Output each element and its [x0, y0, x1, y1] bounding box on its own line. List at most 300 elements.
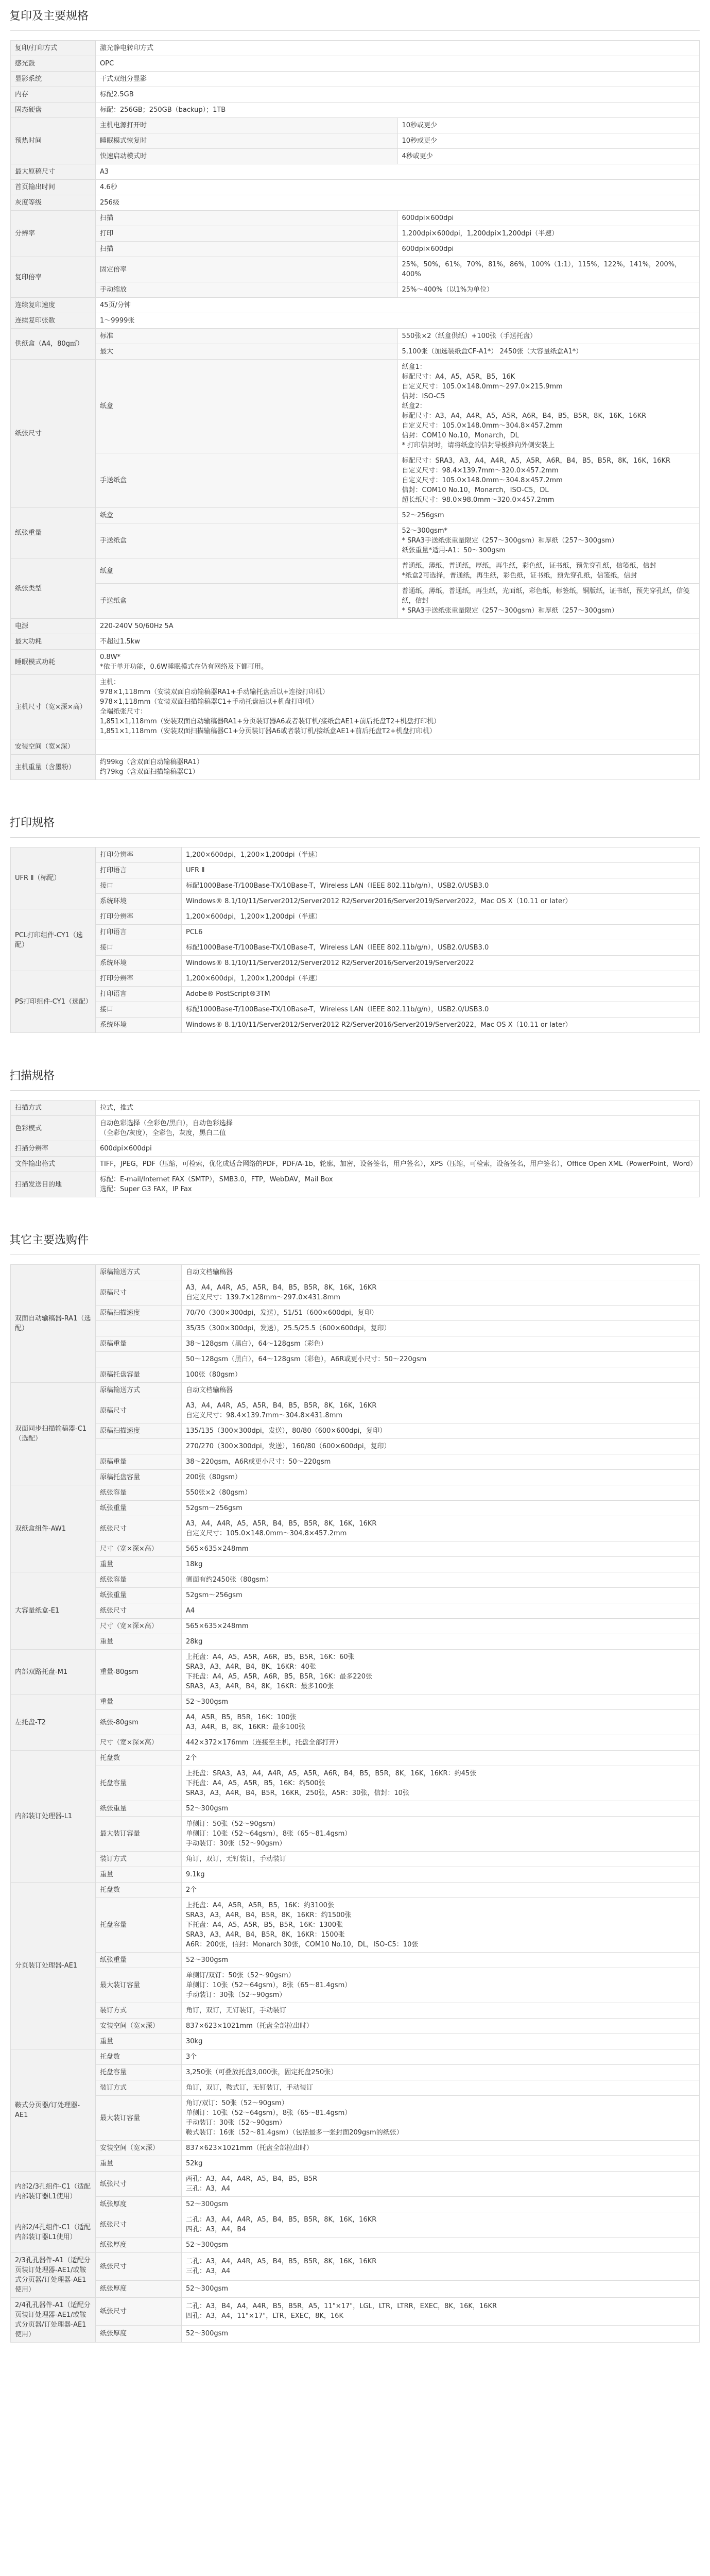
spec-subkey: 打印语言 [96, 987, 182, 1002]
spec-subkey: 睡眠模式恢复时 [96, 133, 398, 149]
spec-key: 纸张重量 [11, 508, 96, 558]
spec-value-line: A3，A4，A4R，A5，A5R，B4，B5，B5R，8K，16K，16KR [186, 1520, 377, 1528]
spec-subkey: 打印分辨率 [96, 848, 182, 863]
table-row [11, 1883, 700, 1898]
spec-key: 内部装订处理器-L1 [11, 1751, 96, 1883]
spec-value [182, 2096, 700, 2141]
spec-value [182, 1398, 700, 1423]
spec-key: 内部2/3孔组件-C1（适配内部装订器L1使用） [11, 2172, 96, 2212]
spec-key: 主机重量（含墨粉） [11, 755, 96, 780]
table-row [11, 1801, 700, 1817]
spec-value [182, 2049, 700, 2065]
spec-key: PCL打印组件-CY1（选配） [11, 909, 96, 971]
spec-value-line: 标配尺寸：A4，A5，A5R，B5，16K [402, 373, 515, 381]
table-row [11, 940, 700, 956]
spec-subkey: 托盘容量 [96, 2065, 182, 2080]
spec-value-line: 18kg [186, 1561, 203, 1568]
section-divider [10, 837, 700, 838]
spec-value-line: 标配1000Base-T/100Base-TX/10Base-T，Wireless LAN（IEEE 802.11b/g/n），USB2.0/USB3.0 [186, 944, 489, 952]
spec-value-line: UFR Ⅱ [186, 867, 205, 874]
table-row [11, 2065, 700, 2080]
spec-subkey: 重量 [96, 2034, 182, 2049]
spec-value-line: Windows® 8.1/10/11/Server2012/Server2012 R2/Server2016/Server2019/Server2022，Mac OS X（10.11 or later） [186, 1021, 572, 1029]
table-row [11, 344, 700, 360]
spec-value [182, 2156, 700, 2172]
spec-value-line: 单侧订：50张（52～90gsm） [186, 1820, 280, 1828]
spec-value-line: 鞍式装订：16张（52～81.4gsm）（包括最多一张封面209gsm的纸张） [186, 2129, 403, 2137]
spec-subkey: 打印 [96, 226, 398, 242]
spec-value [182, 2238, 700, 2253]
spec-value-line: 52～256gsm [402, 512, 444, 519]
table-row [11, 56, 700, 72]
spec-value-line: 侧面有约2450张（80gsm） [186, 1576, 273, 1584]
spec-value [182, 2080, 700, 2096]
table-row [11, 1501, 700, 1516]
spec-subkey: 原稿尺寸 [96, 1398, 182, 1423]
spec-key: 双纸盒组件-AW1 [11, 1485, 96, 1572]
spec-value-line: A4 [186, 1607, 195, 1615]
table-row [11, 971, 700, 987]
spec-value [96, 87, 700, 103]
spec-value [397, 257, 700, 282]
spec-value-line: *纸盒2可选择，普通纸，再生纸，彩色纸，证书纸，预先穿孔纸，信笺纸，信封 [402, 572, 637, 580]
table-row [11, 211, 700, 226]
spec-value-line: 1,851×1,118mm（安装双面扫描输稿器C1+分页装订器A6或者装订机/接纸盒AE1+前后托盘T2+机盘打印机） [100, 727, 436, 735]
spec-value [182, 956, 700, 971]
spec-subkey: 安装空间（宽×深） [96, 2019, 182, 2034]
table-row [11, 2253, 700, 2281]
spec-value-line: 1,200×600dpi，1,200×1,200dpi（半速） [186, 913, 322, 921]
spec-value [182, 987, 700, 1002]
spec-key: 电源 [11, 619, 96, 634]
spec-value [397, 282, 700, 298]
table-row [11, 1280, 700, 1306]
spec-value-line: 单侧订：10张（52～64gsm），8张（65～81.4gsm） [186, 1981, 352, 1989]
table-row [11, 2141, 700, 2156]
spec-value [182, 1867, 700, 1883]
spec-value [182, 1603, 700, 1619]
spec-key: 灰度等级 [11, 195, 96, 211]
spec-value [182, 1321, 700, 1336]
table-row [11, 987, 700, 1002]
spec-key: 扫描分辨率 [11, 1141, 96, 1157]
spec-subkey: 最大 [96, 344, 398, 360]
spec-value-line: 二孔：A3，B4，A4，A4R，B5，B5R，A5，11"×17"，LGL，LTR，LTRR，EXEC，8K，16K，16KR [186, 2302, 497, 2311]
spec-value [182, 1883, 700, 1898]
spec-value-line: 600dpi×600dpi [402, 214, 454, 222]
table-row [11, 848, 700, 863]
table-row [11, 1694, 700, 1710]
spec-value [96, 1157, 700, 1172]
spec-value [397, 558, 700, 584]
section-divider [10, 30, 700, 31]
table-row [11, 1157, 700, 1172]
spec-value-line: A4，A5R，B5，B5R，16K：100张 [186, 1714, 297, 1721]
spec-key: 最大功耗 [11, 634, 96, 650]
spec-subkey: 重量 [96, 1634, 182, 1650]
spec-subkey: 原稿托盘容量 [96, 1367, 182, 1383]
spec-value-line: 角订，双订，无钉装订，手动装订 [186, 2007, 287, 2014]
spec-value [182, 1650, 700, 1694]
spec-key: 内存 [11, 87, 96, 103]
spec-subkey: 手送纸盒 [96, 523, 398, 558]
section-gap [0, 780, 710, 807]
spec-value [96, 313, 700, 329]
spec-value [182, 1694, 700, 1710]
spec-value [182, 894, 700, 909]
spec-value-line: 自动色彩选择（全彩色/黑白），自动色彩选择 [100, 1120, 233, 1127]
spec-key: 显影系统 [11, 72, 96, 87]
table-row [11, 2080, 700, 2096]
table-row [11, 1367, 700, 1383]
spec-subkey: 最大装订容量 [96, 2096, 182, 2141]
spec-value [182, 1383, 700, 1398]
spec-subkey: 纸盒 [96, 360, 398, 453]
spec-subkey: 纸张重量 [96, 1588, 182, 1603]
table-row [11, 650, 700, 675]
spec-key: 扫描发送目的地 [11, 1172, 96, 1197]
spec-value [182, 2253, 700, 2281]
spec-value [182, 1735, 700, 1751]
table-row [11, 195, 700, 211]
spec-value [96, 619, 700, 634]
spec-value-line: 信封：ISO-C5 [402, 393, 445, 400]
table-row [11, 313, 700, 329]
table-row [11, 72, 700, 87]
table-row [11, 87, 700, 103]
spec-subkey: 主机电源打开时 [96, 118, 398, 133]
spec-value-line: * SRA3手送纸张重量限定（257～300gsm）和厚纸（257～300gsm） [402, 607, 618, 615]
spec-value-line: 纸盒2： [402, 402, 426, 410]
table-row [11, 1852, 700, 1867]
spec-value-line: 38～220gsm，A6R或更小尺寸：50～220gsm [186, 1458, 331, 1466]
spec-subkey: 标准 [96, 329, 398, 344]
spec-value-line: 手动装订：30张（52～90gsm） [186, 2119, 286, 2127]
spec-value-line: 单侧订：10张（52～64gsm），8张（65～81.4gsm） [186, 1830, 352, 1838]
spec-key: 供纸盒（A4，80g㎡） [11, 329, 96, 360]
table-row [11, 634, 700, 650]
spec-value-line: Windows® 8.1/10/11/Server2012/Server2012 R2/Server2016/Server2019/Server2022 [186, 959, 474, 967]
spec-subkey: 接口 [96, 940, 182, 956]
spec-value-line: 978×1,118mm（安装双面自动输稿器RA1+手动输托盘后以+连接打印机） [100, 688, 329, 696]
spec-value-line: * 打印信封时，请将纸盒的信封导板推向外侧安装上 [402, 442, 555, 449]
spec-value-line: 自定义尺寸：105.0×148.0mm～304.8×457.2mm [402, 422, 563, 430]
spec-value [182, 2280, 700, 2297]
spec-subkey: 打印语言 [96, 863, 182, 878]
spec-subkey: 重量 [96, 1867, 182, 1883]
spec-table [10, 1100, 700, 1197]
spec-value-line: 上托盘：SRA3，A3，A4，A4R，A5，A5R，A6R，B4，B5，B5R，8K，16K，16KR：约45张 [186, 1770, 477, 1777]
table-row [11, 1352, 700, 1367]
spec-subkey: 原稿重量 [96, 1336, 182, 1352]
table-row [11, 1002, 700, 1018]
spec-subkey: 托盘容量 [96, 1766, 182, 1801]
spec-value [397, 523, 700, 558]
spec-value-line: 52gsm～256gsm [186, 1504, 243, 1512]
spec-value-line: 自定义尺寸：105.0×148.0mm～304.8×457.2mm [402, 477, 563, 484]
spec-value [182, 878, 700, 894]
spec-key: 连续复印速度 [11, 298, 96, 313]
spec-subkey: 重量 [96, 2156, 182, 2172]
spec-value-line: 自定义尺寸：98.4×139.7mm～320.0×457.2mm [402, 467, 559, 474]
table-row [11, 755, 700, 780]
table-row [11, 298, 700, 313]
spec-subkey: 托盘数 [96, 1883, 182, 1898]
spec-subkey: 纸张厚度 [96, 2280, 182, 2297]
section-gap [0, 1197, 710, 1224]
spec-subkey: 原稿重量 [96, 1454, 182, 1470]
table-row [11, 2019, 700, 2034]
table-row [11, 2049, 700, 2065]
spec-value [182, 1766, 700, 1801]
table-row [11, 1100, 700, 1116]
spec-value-line: 拉式，推式 [100, 1104, 134, 1112]
spec-subkey: 纸张厚度 [96, 2238, 182, 2253]
spec-value [96, 164, 700, 180]
spec-value [182, 1751, 700, 1766]
table-row [11, 1336, 700, 1352]
table-row [11, 1588, 700, 1603]
spec-value [182, 1454, 700, 1470]
spec-value-line: 52kg [186, 2160, 203, 2167]
spec-value [182, 1588, 700, 1603]
spec-value-line: 2个 [186, 1886, 197, 1894]
table-row [11, 180, 700, 195]
spec-value [96, 56, 700, 72]
section-divider [10, 1090, 700, 1091]
spec-value-line: PCL6 [186, 928, 203, 936]
spec-table [10, 1264, 700, 2343]
spec-value-line: 50～128gsm（黑白），64～128gsm（彩色），A6R或更小尺寸：50～220gsm [186, 1355, 427, 1363]
spec-value [397, 149, 700, 164]
table-row [11, 2298, 700, 2326]
spec-key: 固态硬盘 [11, 103, 96, 118]
spec-value-line: 600dpi×600dpi [100, 1145, 152, 1153]
spec-value [182, 1619, 700, 1634]
spec-value-line: 下托盘：A4，A5，A5R，B5，16K：约500张 [186, 1780, 325, 1787]
spec-value-line: 标配：E-mail/Internet FAX（SMTP），SMB3.0，FTP，WebDAV，Mail Box [100, 1176, 333, 1183]
spec-subkey: 原稿扫描速度 [96, 1306, 182, 1321]
table-row [11, 242, 700, 257]
spec-value-line: 四孔：A3，A4，11"×17"，LTR，EXEC，8K，16K [186, 2312, 343, 2320]
spec-subkey: 尺寸（宽×深×高） [96, 1541, 182, 1557]
table-row [11, 1572, 700, 1588]
spec-subkey: 纸张容量 [96, 1485, 182, 1501]
spec-subkey: 快速启动模式时 [96, 149, 398, 164]
spec-subkey: 最大装订容量 [96, 1817, 182, 1852]
spec-value [182, 2197, 700, 2212]
spec-key: 双面同步扫描输稿器-C1（选配） [11, 1383, 96, 1485]
spec-value-line: 52～300gsm [186, 2200, 229, 2208]
table-row [11, 878, 700, 894]
spec-value [182, 1352, 700, 1367]
spec-value-line: 不超过1.5kw [100, 638, 140, 646]
spec-key: 首页输出时间 [11, 180, 96, 195]
spec-value [182, 2172, 700, 2197]
spec-value-line: 三孔：A3，A4 [186, 2267, 231, 2276]
spec-value [397, 584, 700, 619]
table-row [11, 584, 700, 619]
table-row [11, 257, 700, 282]
spec-value [182, 1516, 700, 1541]
spec-subkey: 托盘容量 [96, 1898, 182, 1953]
table-row [11, 149, 700, 164]
spec-subkey: 纸张尺寸 [96, 1516, 182, 1541]
spec-value [96, 180, 700, 195]
table-row [11, 164, 700, 180]
spec-subkey: 纸张厚度 [96, 2197, 182, 2212]
table-row [11, 1141, 700, 1157]
spec-value [96, 103, 700, 118]
spec-subkey: 手送纸盒 [96, 453, 398, 508]
spec-value-line: 0.8W* [100, 653, 121, 661]
section-title: 复印及主要规格 [9, 10, 89, 23]
spec-value-line: 10秒或更少 [402, 122, 438, 129]
spec-value-line: 自动文档输稿器 [186, 1386, 233, 1394]
spec-value-line: A3 [100, 168, 109, 176]
table-row [11, 1306, 700, 1321]
spec-value-line: 4秒或更少 [402, 152, 433, 160]
section-gap [0, 1033, 710, 1060]
spec-value [182, 940, 700, 956]
spec-value-line: 下托盘：A4，A5，A5R，A6R，B5，B5R，16K：最多220张 [186, 1673, 373, 1681]
table-row [11, 1423, 700, 1439]
table-row [11, 909, 700, 925]
spec-value-line: 9.1kg [186, 1871, 205, 1878]
spec-value [182, 2212, 700, 2238]
spec-value [182, 1710, 700, 1735]
spec-key: 纸张尺寸 [11, 360, 96, 508]
table-row [11, 956, 700, 971]
spec-key: 左托盘-T2 [11, 1694, 96, 1751]
spec-value-line: 自动文档输稿器 [186, 1268, 233, 1276]
table-row [11, 1398, 700, 1423]
spec-subkey: 安装空间（宽×深） [96, 2141, 182, 2156]
spec-value-line: 45页/分钟 [100, 301, 131, 309]
table-row [11, 226, 700, 242]
spec-subkey: 原稿尺寸 [96, 1280, 182, 1306]
spec-value-line: 标配尺寸：SRA3，A3，A4，A4R，A5，A5R，A6R，B4，B5，B5R，8K，16K，16KR [402, 457, 671, 465]
spec-value-line: 35/35（300×300dpi，发送），25.5/25.5（600×600dpi，复印） [186, 1325, 391, 1332]
table-row [11, 1439, 700, 1454]
spec-subkey: 原稿输送方式 [96, 1383, 182, 1398]
spec-value-line: 选配：Super G3 FAX，IP Fax [100, 1185, 192, 1193]
spec-value-line: 5,100张（加选装纸盒CF-A1*） 2450张（大容量纸盒A1*） [402, 348, 583, 355]
spec-value-line: A3，A4R，B，8K，16KR：最多100张 [186, 1723, 305, 1731]
spec-value [182, 1557, 700, 1572]
table-row [11, 1735, 700, 1751]
spec-value-line: 442×372×176mm（连接至主机，托盘全部打开） [186, 1739, 342, 1747]
spec-value-line: 550张×2（纸盒供纸）+100张（手送托盘） [402, 332, 537, 340]
table-row [11, 739, 700, 755]
table-row [11, 1485, 700, 1501]
table-row [11, 1634, 700, 1650]
spec-value [182, 1501, 700, 1516]
table-row [11, 863, 700, 878]
spec-value [397, 329, 700, 344]
spec-value-line: OPC [100, 60, 114, 67]
spec-subkey: 纸张重量 [96, 1501, 182, 1516]
spec-value-line: 1～9999张 [100, 317, 135, 325]
spec-value [182, 1852, 700, 1867]
table-row [11, 1766, 700, 1801]
spec-subkey: 重量-80gsm [96, 1650, 182, 1694]
table-row [11, 1116, 700, 1141]
spec-subkey: 打印分辨率 [96, 909, 182, 925]
spec-value [182, 1953, 700, 1968]
table-row [11, 1018, 700, 1033]
spec-value [397, 453, 700, 508]
spec-value-line: 纸张重量*适用-A1：50～300gsm [402, 547, 506, 554]
spec-value-line: 自定义尺寸：105.0×148.0mm～297.0×215.9mm [402, 383, 563, 391]
table-row [11, 523, 700, 558]
table-row [11, 1619, 700, 1634]
spec-value-line: 4.6秒 [100, 183, 117, 191]
table-row [11, 558, 700, 584]
spec-value [397, 508, 700, 523]
spec-value [182, 1439, 700, 1454]
spec-value [182, 1485, 700, 1501]
spec-value-line: 30kg [186, 2038, 203, 2045]
spec-subkey: 尺寸（宽×深×高） [96, 1735, 182, 1751]
table-row [11, 1650, 700, 1694]
table-row [11, 329, 700, 344]
table-row [11, 103, 700, 118]
spec-subkey: 纸盒 [96, 558, 398, 584]
spec-value-line: 上托盘：A4，A5，A5R，A6R，B5，B5R，16K：60张 [186, 1653, 355, 1661]
spec-value-line: A3，A4，A4R，A5，A5R，B4，B5，B5R，8K，16K，16KR [186, 1284, 377, 1292]
spec-subkey: 装订方式 [96, 2080, 182, 2096]
spec-subkey: 纸张厚度 [96, 2325, 182, 2342]
table-row [11, 1817, 700, 1852]
spec-value-line: 10秒或更少 [402, 137, 438, 145]
spec-subkey: 托盘数 [96, 1751, 182, 1766]
spec-value-line: 四孔：A3，A4，B4 [186, 2226, 246, 2233]
spec-value-line: 主机： [100, 679, 120, 686]
spec-value-line: 纸盒1： [402, 363, 426, 371]
spec-value [96, 72, 700, 87]
spec-key: 2/3孔孔器件-A1（适配分页装订处理器-AE1/或鞍式分页器/订处理器-AE1使用） [11, 2253, 96, 2298]
spec-key: 色彩模式 [11, 1116, 96, 1141]
table-row [11, 282, 700, 298]
spec-value-line: SRA3，A3，A4R，B4，B5R，8K，16KR：1500张 [186, 1931, 345, 1939]
spec-key: UFR Ⅱ（标配） [11, 848, 96, 909]
spec-value-line: 270/270（300×300dpi，发送），160/80（600×600dpi，复印） [186, 1443, 391, 1450]
spec-subkey: 纸张尺寸 [96, 2172, 182, 2197]
spec-subkey: 接口 [96, 878, 182, 894]
spec-value-line: 3个 [186, 2053, 197, 2061]
table-row [11, 2003, 700, 2019]
table-row [11, 1383, 700, 1398]
spec-subkey: 接口 [96, 1002, 182, 1018]
spec-value [182, 1541, 700, 1557]
spec-value [182, 2298, 700, 2326]
spec-value [182, 925, 700, 940]
table-row [11, 2238, 700, 2253]
spec-subkey: 系统环境 [96, 894, 182, 909]
spec-value [397, 344, 700, 360]
spec-value [182, 1306, 700, 1321]
spec-value [397, 211, 700, 226]
spec-value-line: 自定义尺寸：139.7×128mm～297.0×431.8mm [186, 1294, 340, 1301]
spec-value-line: 信封：COM10 No.10，Monarch，DL [402, 432, 519, 439]
spec-subkey: 纸张重量 [96, 1953, 182, 1968]
spec-value-line: 单侧订：10张（52～64gsm），8张（65～81.4gsm） [186, 2109, 352, 2117]
spec-subkey: 纸张尺寸 [96, 1603, 182, 1619]
spec-value-line: 1,200×600dpi，1,200×1,200dpi（半速） [186, 851, 322, 859]
spec-value-line: 全端纸张尺寸： [100, 708, 147, 716]
spec-key: 分页装订处理器-AE1 [11, 1883, 96, 2049]
